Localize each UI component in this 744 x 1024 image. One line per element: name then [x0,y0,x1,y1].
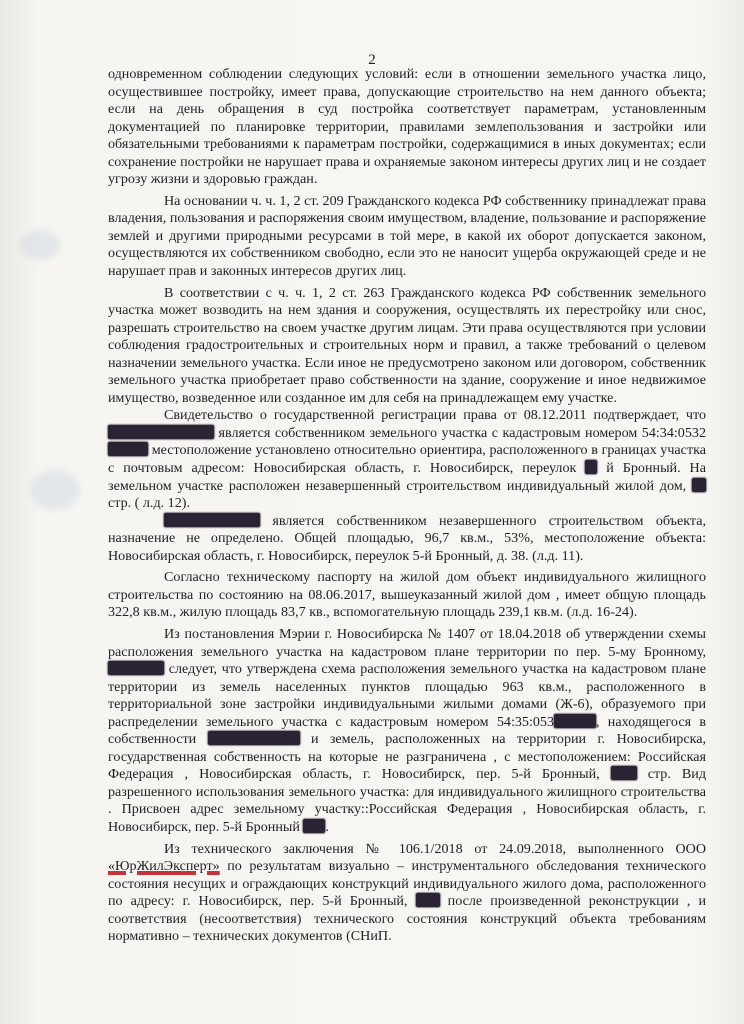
paragraph-article-209: На основании ч. ч. 1, 2 ст. 209 Гражданского кодекса РФ собственнику принадлежат права владения, пользования и распоряжения своим имуществом, владение, пользование и распоряжение землей и другими природными ресурсами в той мере, в какой их оборот допускается законом, осуществляются их собственником свободно, если это не наносит ущерба окружающей среде и не нарушает прав и законных интересов других лиц. [108,192,706,280]
text-run: стр. ( л.д. 12). [108,495,190,512]
text-run: по результатам визуально – инструментального обследования технического состояния несущих и ограждающих конструкций индивидуального жилого дома, расположенного по адресу: г. Новосибирск, пер. 5-й Бронный, [108,858,706,910]
text-run: й Бронный. На земельном участке расположен незавершенный строительством индивидуальный жилой дом, [108,460,706,494]
scan-smudge [30,470,80,510]
page-number: 2 [368,52,376,68]
text-run: Свидетельство о государственной регистрации права от 08.12.2011 подтверждает, что [164,407,706,424]
paragraph-article-263: В соответствии с ч. ч. 1, 2 ст. 263 Гражданского кодекса РФ собственник земельного участка может возводить на нем здания и сооружения, осуществлять их перестройку или снос, разрешать строительство на своем участке другим лицам. Эти права осуществляются при условии соблюдения градостроительных и строительных норм и правил, а также требований о целевом назначении земельного участка. Если иное не предусмотрено законом или договором, собственник земельного участка приобретает право собственности на здание, сооружение и иное недвижимое имущество, возведенное или созданное им для себя на принадлежащем ему участке. [108,284,706,406]
text-run: стр. Вид разрешенного использования земельного участка: для индивидуального жилищного строительства . Присвоен адрес земельному участку::Российская Федерация , Новосибирская область, г. Новосибирск, пер. 5-й Бронный [108,766,706,835]
text-run: является собственником земельного участка с кадастровым номером 54:34:0532 [218,424,706,441]
redaction-block [611,766,637,780]
text-run: местоположение установлено относительно ориентира, расположенного в границах участка с почтовым адресом: Новосибирская область, г. Новосибирск, переулок [108,442,706,477]
redaction-block [585,460,597,474]
scan-smudge [20,230,60,260]
redaction-block [416,893,440,907]
text-run: после произведенной реконструкции , и соответствия (несоответствия) технического состояния конструкций объекта требованиям нормативно – технических документов (СНиП. [108,893,706,945]
text-run: следует, что утверждена схема расположения земельного участка на кадастровом плане территории из земель населенных пунктов площадью 963 кв.м., расположенного в территориальной зоне застройки индивидуальными жилыми домами (Ж-6), образуемого при распределении земельного участка с кадастровым номером 54:35:053 [108,661,706,730]
redaction-block [108,442,148,456]
highlighted-company-name: «ЮрЖилЭксперт» [108,858,220,875]
text-run: Из технического заключения № 106.1/2018 от 24.09.2018, выполненного ООО [164,840,706,857]
redaction-block [692,478,706,492]
paragraph-owner-unfinished [108,513,706,566]
text-run: и земель, расположенных на территории г. Новосибирска, государственная собственность на которые не разграничена , с местоположением: Российская Федерация , Новосибирская область, г. Новосибирск, пер. 5-й Бронный, [108,731,706,783]
redaction-block [208,731,300,745]
paragraph-conditions: одновременном соблюдении следующих условий: если в отношении земельного участка лицо, осуществившее постройку, имеет права, допускающие строительство на нем данного объекта; если на день обращения в суд постройка соответствует параметрам, установленным документацией по планировке территории, правилами землепользования и застройки или обязательными требованиями к параметрам постройки, содержащимися в иных документах; если сохранение постройки не нарушает права и охраняемые законом интересы других лиц и не создает угрозу жизни и здоровью граждан. [108,66,706,188]
redaction-block [108,661,164,675]
text-run: является собственником незавершенного строительством объекта, назначение не определено. Общей площадью, 96,7 кв.м., 53%, местоположение объекта: Новосибирская область, г. Новосибирск, переулок 5-й Бронный, д. 38. (л.д. 11). [108,512,706,564]
paragraph-tech-passport: Согласно техническому паспорту на жилой дом объект индивидуального жилищного строительства по состоянию на 08.06.2017, вышеуказанный жилой дом , имеет общую площадь 322,8 кв.м., жилую площадь 83,7 кв., вспомогательную площадь 239,1 кв.м. (л.д. 16-24). [108,569,706,621]
document-body [108,66,706,946]
redaction-block [554,714,596,728]
redaction-block [164,513,260,527]
text-run: Из постановления Мэрии г. Новосибирска № 1407 от 18.04.2018 об утверждении схемы расположения земельного участка на кадастровом плане территории по пер. 5-му Бронному, [108,625,706,660]
paragraph-tech-conclusion [108,841,706,946]
paragraph-certificate [108,407,706,512]
redaction-block [303,819,325,833]
text-run: , находящегося в собственности [108,713,706,748]
paragraph-mayor-decree: Из постановления Мэрии г. Новосибирска № 1407 от 18.04.2018 об утверждении схемы расположения земельного участка на кадастровом плане территории по пер. 5-му Бронному, следует, что утверждена схема расположения земельного участка на кадастровом плане территории из земель населенных пунктов площадью 963 кв.м., расположенного в территориальной зоне застройки индивидуальными жилыми домами (Ж-6), образуемого при распределении земельного участка с кадастровым номером 54:35:053 , находящегося в собственности и земель, расположенных на территории г. Новосибирска, государственная собственность на которые не разграничена , с местоположением: Российская Федерация , Новосибирская область, г. Новосибирск, пер. 5-й Бронный, стр. Вид разрешенного использования земельного участка: для индивидуального жилищного строительства . Присвоен адрес земельному участку::Российская Федерация , Новосибирская область, г. Новосибирск, пер. 5-й Бронный . [108,625,706,835]
redaction-block [108,425,214,439]
